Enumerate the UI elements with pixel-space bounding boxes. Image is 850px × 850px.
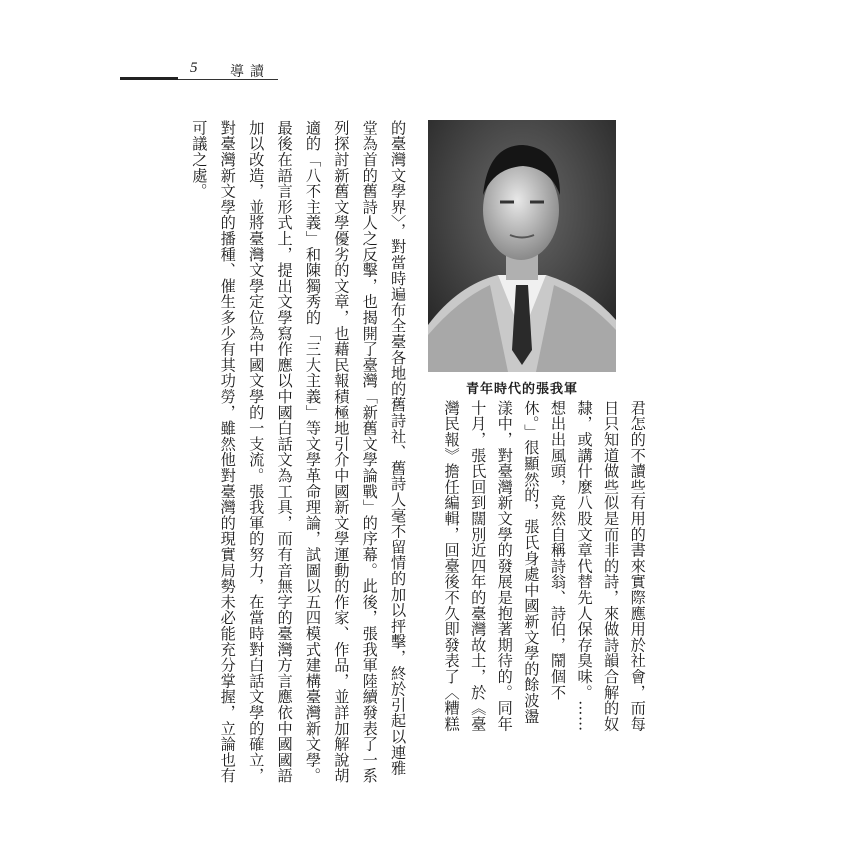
text-column: 漾中，對臺灣新文學的發展是抱著期待的。同年	[495, 400, 514, 732]
page-header	[120, 60, 320, 90]
text-column: 最後在語言形式上，提出文學寫作應以中國白話文為工具，而有音無字的臺灣方言應依中國國語	[275, 120, 294, 784]
text-column: 灣民報》擔任編輯，回臺後不久即發表了〈糟糕	[442, 400, 461, 732]
text-column: 君怎的不讀些有用的書來實際應用於社會，而每	[628, 400, 647, 732]
text-column: 對臺灣新文學的播種、催生多少有其功勞，雖然他對臺灣的現實局勢未必能充分掌握，立論也有	[218, 120, 237, 784]
page-number: 5	[190, 60, 198, 76]
text-column: 休。」很顯然的，張氏身處中國新文學的餘波盪	[522, 400, 541, 725]
header-rule-thick	[120, 77, 178, 80]
text-column: 十月，張氏回到闊別近四年的臺灣故土，於《臺	[469, 400, 488, 732]
text-column: 可議之處。	[190, 120, 209, 199]
text-column: 堂為首的舊詩人之反擊，也揭開了臺灣「新舊文學論戰」的序幕。此後，張我軍陸續發表了一系	[360, 120, 379, 784]
text-column: 的臺灣文學界〉，對當時遍布全臺各地的舊詩社、舊詩人毫不留情的加以抨擊，終於引起以連雅	[389, 120, 408, 776]
text-column: 列探討新舊文學優劣的文章，也藉民報積極地引介中國新文學運動的作家、作品，並詳加解說胡	[332, 120, 351, 784]
lower-text-block	[178, 120, 408, 784]
text-column: 日只知道做些似是而非的詩，來做詩韻合解的奴	[602, 400, 621, 732]
text-column: 想出出風頭，竟然自稱詩翁、詩伯，鬧個不	[548, 400, 567, 701]
running-title: 導讀	[230, 64, 270, 80]
text-column: 適的「八不主義」和陳獨秀的「三大主義」等文學革命理論，試圖以五四模式建構臺灣新文學。	[303, 120, 322, 784]
portrait-photo	[428, 120, 616, 372]
text-column: 隸，或講什麼八股文章代替先人保存臭味。……	[575, 400, 594, 732]
text-column: 加以改造，並將臺灣文學定位為中國文學的一支流。張我軍的努力，在當時對白話文學的確立，	[247, 120, 266, 784]
upper-text-block	[432, 400, 645, 732]
portrait-image	[428, 120, 616, 372]
photo-caption: 青年時代的張我軍	[465, 382, 578, 397]
